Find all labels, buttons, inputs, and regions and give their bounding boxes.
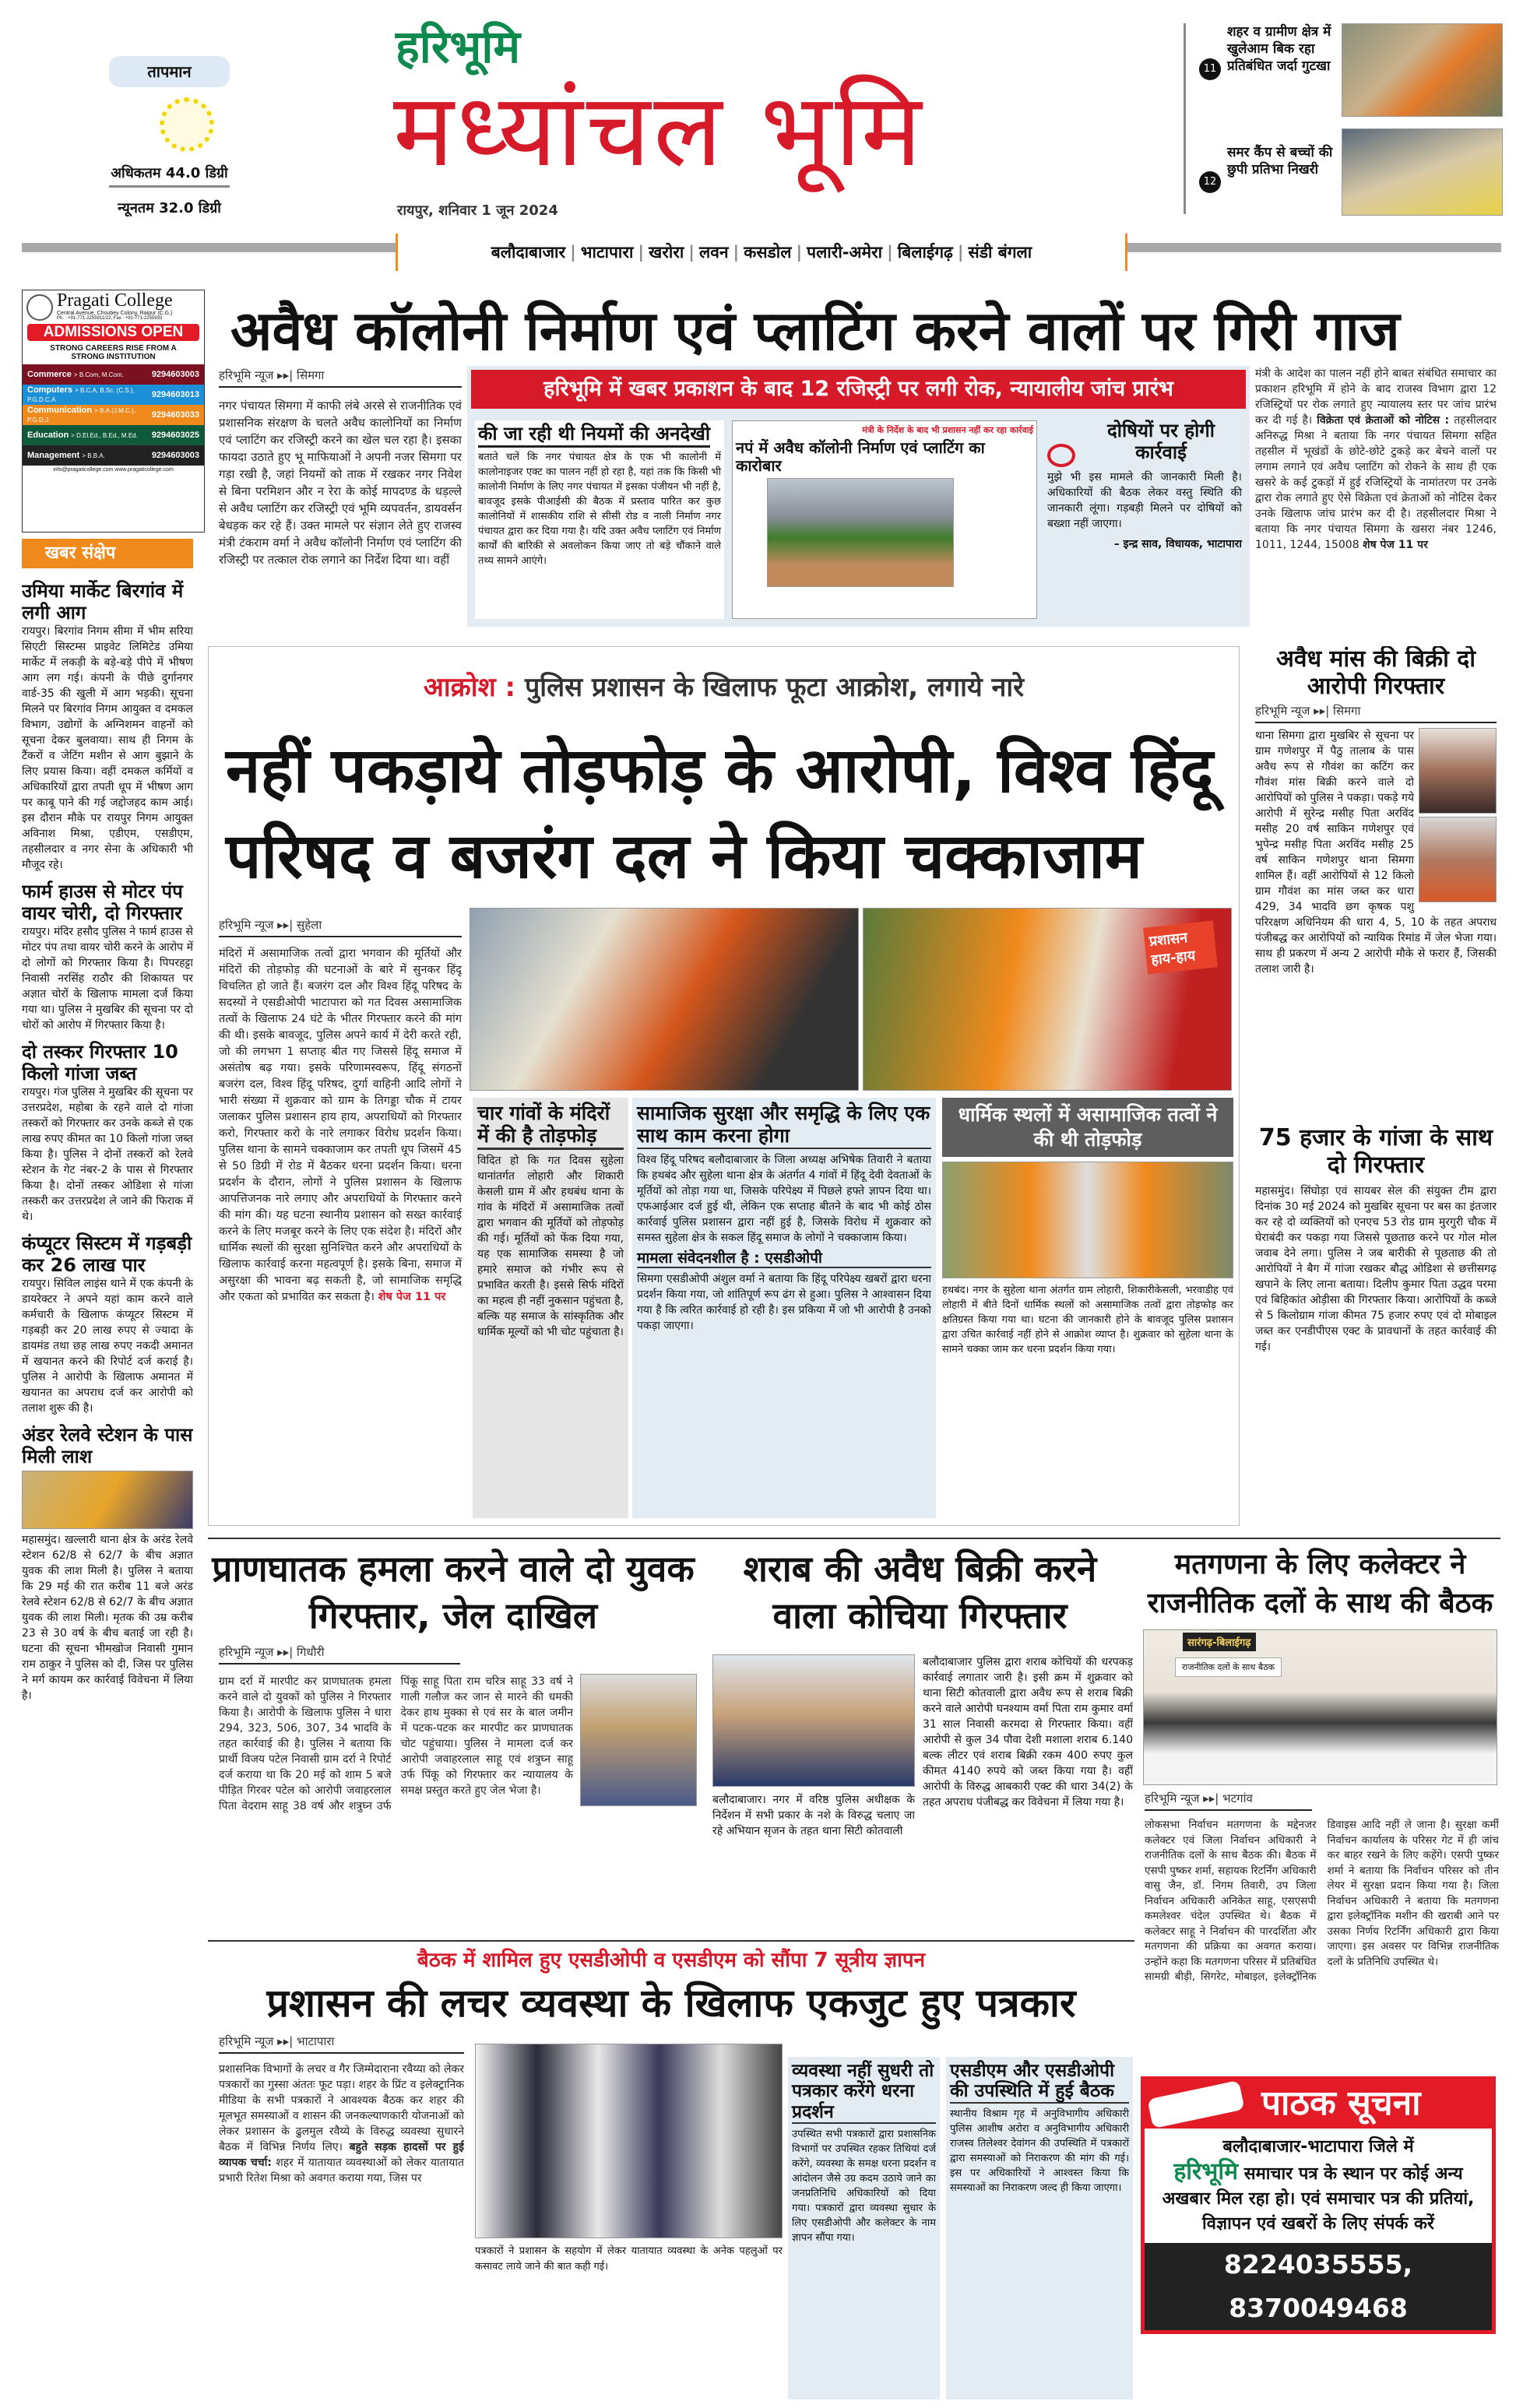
course-row bbox=[23, 425, 204, 445]
brand-logo: हरिभूमि bbox=[396, 20, 521, 73]
city-divider: | bbox=[957, 243, 964, 262]
course-detail: > B.A.(J.M.C.), P.G.D.J. bbox=[27, 407, 135, 424]
ad-contact: info@pragaticollege.com www.pragaticollege.com bbox=[53, 467, 174, 473]
meat-text: थाना सिमगा द्वारा मुखबिर से सूचना पर ग्राम गणेशपुर में पैठु तालाब के पास अवैध रूप से गौवंश का कटिंग कर गौवंश मांस बिक्री करने वाले दो आरोपियों को पुलिस ने पकड़ा। पकड़े गये आरोपी में सुरेन्द्र मसीह पिता अरविंद मसीह 20 वर्ष साकिन गणेशपुर एवं भुपेन्द्र मसीह पिता अरविंद मसीह 25 वर्ष साकिन गणेशपुर थाना सिमगा शामिल हैं। वहीं आरोपियों से 12 किलो ग्राम गौवंश का मांस जब्त कर धारा 429, 34 भादवि छग कृषक पशु परिरक्षण अधिनियम की धारा 4, 5, 10 के तहत अपराध पंजीबद्ध कर आरोपियों को न्यायिक रिमांड में जेल भेजा गया। साथ ही प्रकरण में अन्य 2 आरोपी मौके से फरार हैं, जिसकी तलाश जारी है। bbox=[1255, 729, 1497, 976]
city-link[interactable]: भाटापारा bbox=[580, 243, 634, 262]
continued-link[interactable]: शेष पेज 11 पर bbox=[378, 1291, 446, 1303]
city-link[interactable]: बिलाईगढ़ bbox=[897, 243, 953, 262]
notice-brand: हरिभूमि bbox=[1173, 2158, 1239, 2185]
course-name: Education bbox=[27, 431, 69, 440]
course-row bbox=[23, 445, 204, 466]
press-kicker: बैठक में शामिल हुए एसडीओपी व एसडीएम को सौंपा 7 सूत्रीय ज्ञापन bbox=[208, 1940, 1134, 1973]
quote-text: मुझे भी इस मामले की जानकारी मिली है। अधिकारियों की बैठक लेकर वस्तु स्थिति की जानकारी लूंगा। गड़बड़ी मिलने पर दोषियों को बख्शा नहीं जाएगा। bbox=[1047, 471, 1242, 531]
course-name: Communication bbox=[27, 406, 93, 415]
teaser-2[interactable] bbox=[1199, 128, 1503, 222]
protest-sign: प्रशासन हाय-हाय bbox=[1143, 920, 1218, 974]
college-name: Pragati College bbox=[57, 290, 173, 311]
box-subhead: मामला संवेदनशील है : एसडीओपी bbox=[637, 1250, 931, 1269]
box-text: विदित हो कि गत दिवस सुहेला थानांतर्गत लोहारी और शिकारी केसली ग्राम में और हथबंध थाना के गांव के मंदिरों में असामाजिक तत्वों द्वारा भगवान की मूर्तियों को तोड़फोड़ की गई। मूर्तियों को फेंक दिया गया, यह एक सामाजिक समस्या है जो हमारे समाज को गंभीर रूप से प्रभावित करती है। इससे सिर्फ मंदिरों का महत्व ही नहीं नुकसान पहुंचता है, बल्कि यह समाज के सांस्कृतिक और धार्मिक मूल्यों को भी चोट पहुंचाता है। bbox=[477, 1154, 624, 1338]
college-phone: Ph. : +91-771-2255911/22, Fax : +91-771-2255933 bbox=[57, 316, 163, 321]
notice-title: पाठक सूचना bbox=[1261, 2083, 1421, 2123]
sun-icon bbox=[160, 97, 214, 152]
notice-line-2: समाचार पत्र के स्थान पर कोई अन्य अखबार मिल रहा हो। एवं समाचार पत्र की प्रतियां, विज्ञापन एवं खबरों के लिए संपर्क करें bbox=[1162, 2164, 1475, 2234]
press-text: प्रशासनिक विभागों के लचर व गैर जिम्मेदाराना रवैय्या को लेकर पत्रकारों का गुस्सा अंततः फूट पड़ा। शहर के प्रिंट व इलेक्ट्रानिक मीडिया के सभी पत्रकारों ने आवश्यक बैठक कर शहर की मूलभूत समस्याओं व शासन की जनकल्याणकारी योजनाओं को लेकर प्रशासन के ढुलमुल रवैय्ये के विरुद्ध व्यवस्था सुधारने बैठक में विभिन्न निर्णय लिए। bbox=[219, 2063, 464, 2153]
newspaper-roll-icon bbox=[1147, 2080, 1244, 2129]
course-phone: 9294603025 bbox=[151, 431, 199, 440]
max-temp: अधिकतम 44.0 डिग्री bbox=[109, 163, 230, 188]
brief-title: फार्म हाउस से मोटर पंप वायर चोरी, दो गिरफ्तार bbox=[22, 881, 183, 924]
assault-text: ग्राम दर्रा में मारपीट कर प्राणघातक हमला करने वाले दो युवकों को पुलिस ने गिरफ्तार किया है। आरोपी के खिलाफ पुलिस ने धारा 294, 323, 506, 307, 34 भादवि के तहत कार्रवाई की है। पुलिस ने बताया कि प्रार्थी विजय पटेल निवासी ग्राम दर्रा ने रिपोर्ट दर्ज कराया था कि 20 मई को शाम 5 बजे पीड़ित गिरवर पटेल को आरोपी जवाहरलाल पिता वेदराम साहू 38 वर्ष और शत्रुघ्न उर्फ पिंकू साहू पिता राम चरित्र साहू 33 वर्ष ने गाली गलौज कर जान से मारने की धमकी देकर हाथ मुक्का से एवं सर के बाल जमीन में पटक-पटक कर मारपीट कर प्राणघातक चोट पहुंचाया। पुलिस ने मामला दर्ज कर आरोपी जवाहरलाल साहू एवं शत्रुघ्न साहू उर्फ पिंकू को गिरफ्तार कर न्यायालय के समक्ष प्रस्तुत करते हुए जेल भेजा है। bbox=[219, 1675, 573, 1812]
quote-author: – इन्द्र साव, विधायक, भाटापारा bbox=[1113, 538, 1242, 551]
brief-title: अंडर रेलवे स्टेशन के पास मिली लाश bbox=[22, 1424, 193, 1468]
counting-headline: मतगणना के लिए कलेक्टर ने राजनीतिक दलों के साथ की बैठक bbox=[1147, 1549, 1493, 1619]
city-divider: | bbox=[638, 243, 645, 262]
box-text-2: सिमगा एसडीओपी अंशुल वर्मा ने बताया कि हिंदू परिपेक्ष्य खबरों द्वारा धरना प्रदर्शन किया गया, जो शांतिपूर्ण रूप ढंग से हुआ। पुलिस ने आश्वासन दिया गया है कि त्वरित कार्रवाई हो रही है। इस प्रकिया में जो भी आरोपी है उनको पकड़ा जाएगा। bbox=[637, 1273, 931, 1333]
min-temp: न्यूनतम 32.0 डिग्री bbox=[118, 200, 221, 216]
protest-photo-1 bbox=[470, 908, 859, 1091]
admissions-banner: ADMISSIONS OPEN bbox=[27, 324, 199, 341]
second-headline: नहीं पकड़ाये तोड़फोड़ के आरोपी, विश्व हिंदू परिषद व बजरंग दल ने किया चक्काजाम bbox=[226, 734, 1214, 892]
course-detail: > B.Com, M.Com. bbox=[73, 371, 124, 378]
briefs-column bbox=[22, 572, 193, 2394]
weather-label: तापमान bbox=[109, 56, 230, 87]
accused-photo-2 bbox=[1419, 817, 1497, 902]
photo-sign: सारंगढ़-बिलाईगढ़ bbox=[1183, 1633, 1256, 1651]
box-title: व्यवस्था नहीं सुधरी तो पत्रकार करेंगे धरना प्रदर्शन bbox=[792, 2061, 936, 2124]
journalists-photo bbox=[475, 2044, 783, 2238]
byline: हरिभूमि न्यूज ▸▸| सुहेला bbox=[219, 917, 462, 937]
box-text: विश्व हिंदू परिषद बलौदाबाजार के जिला अध्यक्ष अभिषेक तिवारी ने बताया कि हथबंद और सुहेला थाना क्षेत्र के अंतर्गत 4 गांवों में हिंदू देवी देवताओं के मूर्तियों को तोड़ा गया था, जिसके परिपेक्ष्य में पिछले हफ्ते ज्ञापन दिया था। एफआईआर दर्ज हुई थी, लेकिन एक सप्ताह बीतने के बाद भी कोई ठोस कार्रवाई पुलिस प्रशासन द्वारा नहीं हुई है, जिसके विरोध में शुक्रवार को समस्त सुहेला क्षेत्र के सकल हिंदू समाज के लोगों ने चक्काजाम किया। bbox=[637, 1153, 931, 1244]
course-name: Management bbox=[27, 451, 80, 460]
press-text-2: शहर में यातायात व्यवस्थाओं को लेकर यातायात प्रभारी रितेश मिश्रा को अवगत कराया गया, जिस पर bbox=[219, 2157, 464, 2185]
ganja-headline: 75 हजार के गांजा के साथ दो गिरफ्तार bbox=[1258, 1125, 1493, 1179]
second-body: मंदिरों में असामाजिक तत्वों द्वारा भगवान की मूर्तियों और मंदिरों की तोड़फोड़ की घटनाओं के बारे में सुनकर हिंदू विचलित हो जाते हैं। बजरंग दल और विश्व हिंदू परिषद के सदस्यों ने एसडीओपी भाटापारा को गत दिवस असामाजिक तत्वों के खिलाफ 24 घंटे के भीतर गिरफ्तार करने की मांग की थी। इसके बावजूद, पुलिस अपने कार्य में देरी करते रही, जो की लगभग 1 सप्ताह बीत गए जिससे हिंदू समाज में असंतोष बढ़ गया। इसके परिणामस्वरूप, हिंदू संगठनों बजरंग दल, विश्व हिंदू परिषद, दुर्गा वाहिनी आदि लोगों ने भारी संख्या में शुक्रवार को ग्राम के तिगड्डा चौक में टायर जलाकर पुलिस प्रशासन हाय हाय, अपराधियों को गिरफ्तार करो, गिरफ्तार करो के नारे लगाकर विरोध प्रदर्शन किया। पुलिस थाना के सामने चक्काजाम कर तपती धूप जिसमें 45 से 50 डिग्री में रोड में बैठकर धरना प्रदर्शन किया। धरना प्रदर्शन के दौरान, लोगों ने पुलिस प्रशासन के खिलाफ आपत्तिजनक नारे लगाए और अपराधियों के गिरफ्तार करने की मांग की। यह घटना स्थानीय प्रशासन को सख्त कार्रवाई करने के लिए मजबूर करने के लिए एक संदेश है। मंदिरों और धार्मिक स्थलों की सुरक्षा सुनिश्चित करने और अपराधियों के खिलाफ कार्रवाई करना महत्वपूर्ण है। इसके बिना, समाज में असुरक्षा की भावना बढ़ सकती है, जो सामाजिक समृद्धि और एकता को प्रभावित कर सकता है। bbox=[219, 947, 462, 1303]
box-title: की जा रही थी नियमों की अनदेखी bbox=[478, 424, 710, 448]
city-divider: | bbox=[796, 243, 803, 262]
protest-photo-2 bbox=[863, 908, 1232, 1091]
course-detail: > D.El.Ed., B.Ed., M.Ed. bbox=[71, 432, 138, 439]
brief-title: कंप्यूटर सिस्टम में गड़बड़ी कर 26 लाख पार bbox=[22, 1232, 192, 1276]
subhead: विक्रेता एवं क्रेताओं को नोटिस : bbox=[1317, 414, 1450, 427]
liquor-text-2: बलौदाबाजार। नगर में वरिष्ठ पुलिस अधीक्षक के निर्देशन में सभी प्रकार के नशे के विरुद्ध चलाए जा रहे अभियान सृजन के तहत थाना सिटी कोतवाली bbox=[712, 1794, 915, 1837]
meat-headline: अवैध मांस की बिक्री दो आरोपी गिरफ्तार bbox=[1275, 646, 1476, 700]
city-link[interactable]: कसडोल bbox=[744, 243, 792, 262]
brief-text: महासमुंद। खल्लारी थाना क्षेत्र के अरंड रेलवे स्टेशन 62/8 से 62/7 के बीच अज्ञात युवक की लाश मिली है। पुलिस ने बताया कि 29 मई की रात करीब 11 बजे अरंड रेलवे स्टेशन 62/8 से 62/7 के बीच अज्ञात युवक की लाश मिली। मृतक की उम्र करीब 23 से 30 वर्ष के बीच बताई जा रही है। घटना की सूचना भीमखोज निवासी गुमान राम ठाकुर ने पुलिस को दी, जिस पर पुलिस ने मर्ग कायम कर कार्रवाई विवेचना में लिया है। bbox=[22, 1534, 193, 1702]
liquor-headline: शराब की अवैध बिक्री करने वाला कोचिया गिरफ्तार bbox=[743, 1548, 1097, 1636]
page-badge: 11 bbox=[1199, 58, 1221, 80]
meeting-photo bbox=[1143, 1629, 1497, 1785]
brief-item bbox=[22, 1041, 193, 1225]
brief-item bbox=[22, 1232, 193, 1416]
city-divider: | bbox=[733, 243, 740, 262]
protesters-photo bbox=[942, 1162, 1233, 1278]
press-subhead: बहुते सड़क हादसों पर हुई व्यापक चर्चा: bbox=[219, 2141, 464, 2169]
byline: हरिभूमि न्यूज ▸▸| भाटापारा bbox=[219, 2034, 464, 2054]
box-text: बताते चलें कि नगर पंचायत क्षेत्र के एक भी कालोनी में कालोनाइजर एक्ट का पालन नहीं हो रहा है, यहां तक कि किसी भी कालोनी निर्माण के लिए नगर पंचायत में इसका पंजीयन भी नहीं है, बावजूद इसके पीआईसी की बैठक में प्रस्ताव पारित कर कुछ कालोनियों में शासकीय राशि से सीसी रोड व नाली निर्माण नगर पंचायत द्वारा कर दिया गया है। यदि उक्त अवैध प्लाटिंग एवं निर्माण कार्यों की बारिकी से अवलोकन किया जाए तो बड़े चौंकाने वाले तथ्य सामने आएंगे। bbox=[478, 451, 721, 567]
brief-text: रायपुर। सिविल लाइंस थाने में एक कंपनी के डायरेक्टर ने अपने यहां काम करने वाले कर्मचारी के खिलाफ कंप्यूटर सिस्टम में गड़बड़ी कर 20 लाख रुपए से ज्यादा के डायमंड तथा छह लाख रुपए नकदी अमानत में खयानत करने की रिपोर्ट दर्ज कराई है। पुलिस ने आरोपी के खिलाफ अमानत में खयानत का अपराध दर्ज कर आरोपी को तलाश शुरू की है। bbox=[22, 1278, 193, 1415]
course-detail: > B.C.A, B.Sc. (C.S.), P.G.D.C.A bbox=[27, 387, 135, 403]
teaser-text: समर कैंप से बच्चों की छुपी प्रतिभा निखरी bbox=[1227, 145, 1333, 178]
kicker-label: आक्रोश : bbox=[423, 672, 516, 703]
lead-body: नगर पंचायत सिमगा में काफी लंबे अरसे से राजनीतिक एवं प्रशासनिक संरक्षण के चलते अवैध कालोनियों का निर्माण एवं प्लाटिंग कर रजिस्ट्री करने का खेल चल रहा है। इसका फायदा उठाते हुए भू माफियाओं ने अपनी नजर सिमगा पर गड़ा रखी है, जहां नियमों को ताक में रखकर नगर निवेश से बिना परमिशन और न रेरा के कोई मापदण्ड के धड़ल्ले से अवैध प्लाटिंग कर रजिस्ट्री एवं भूमि व्यपवर्तन, डायवर्सन बेधड़क कर रहे हैं। उक्त मामले पर संज्ञान लेते हुए राजस्व मंत्री टंकराम वर्मा ने अवैध कॉलोनी निर्माण एवं प्लाटिंग की रजिस्ट्री पर तत्काल रोक लगाने का निर्देश दिया था। वहीं bbox=[219, 399, 462, 567]
ganja-text: महासमुंद। सिंघोड़ा एवं सायबर सेल की संयुक्त टीम द्वारा दिनांक 30 मई 2024 को मुखबिर सूचना पर बस का इंतजार कर रहे दो व्यक्तियों को एनएच 53 रोड ग्राम मुरगुरी चौक में घेराबंदी कर पकड़ा गया जिससे पूछताछ करने पर गोल मोल जवाब देने लगा। पुलिस ने जब बारीकी से पूछताछ की तो आरोपियों ने बैग में गांजा रखकर बौद्ध ओडिशा से छत्तीसगढ़ खपाने के लिए लाना बताया। दिलीप कुमार पिता उद्धव परमा एवं बिहिकांत ओड़ीसा की गिरफ्तार किया। आरोपियों के कब्जे से 5 किलोग्राम गांजा कीमत 75 हजार रुपए एवं दो मोबाइल जब्त कर एनडीपीएस एक्ट के प्रावधानों के तहत कार्रवाई की गई। bbox=[1255, 1185, 1497, 1353]
course-phone: 9294603033 bbox=[151, 410, 199, 420]
briefs-label: खबर संक्षेप bbox=[22, 539, 193, 568]
byline: हरिभूमि न्यूज ▸▸| गिधौरी bbox=[219, 1644, 460, 1665]
brief-title: दो तस्कर गिरफ्तार 10 किलो गांजा जब्त bbox=[22, 1041, 178, 1084]
course-row bbox=[23, 364, 204, 385]
newspaper-clipping bbox=[732, 420, 1037, 619]
clip-title: नपं में अवैध कॉलोनी निर्माण एवं प्लाटिंग का कारोबार bbox=[736, 438, 985, 475]
course-name: Computers bbox=[27, 385, 73, 395]
byline: हरिभूमि न्यूज ▸▸| सिमगा bbox=[219, 367, 462, 388]
kicker-text: पुलिस प्रशासन के खिलाफ फूटा आक्रोश, लगाये नारे bbox=[524, 672, 1025, 703]
photo-caption: पत्रकारों ने प्रशासन के सहयोग में लेकर यातायात व्यवस्था के अनेक पहलुओं पर कसावट लाये जाने की बात कही गई। bbox=[475, 2245, 783, 2273]
page-badge: 12 bbox=[1199, 171, 1221, 193]
accused-photo-1 bbox=[1419, 728, 1497, 814]
box-title: चार गांवों के मंदिरों में की है तोड़फोड़ bbox=[477, 1102, 624, 1150]
byline: हरिभूमि न्यूज ▸▸| भटगांव bbox=[1145, 1791, 1312, 1811]
college-address: Central Avenue, Choubey Colony, Raipur (C.G.) bbox=[57, 311, 173, 316]
box-text: उपस्थित सभी पत्रकारों द्वारा प्रशासनिक विभागों पर उपस्थित रहकर तिथियां दर्ज करेंगे, व्यवस्था के समक्ष धरना प्रदर्शन व आंदोलन जैसे उग्र कदम उठाये जाने का जनप्रतिनिधि अधिकारियों को दिया गया। पत्रकारों द्वारा व्यवस्था सुधार के लिए एसडीओपी और कलेक्टर के नाम ज्ञापन सौंपा गया। bbox=[792, 2129, 936, 2245]
city-divider: | bbox=[570, 243, 576, 262]
box-title: एसडीएम और एसडीओपी की उपस्थिति में हुई बैठक bbox=[950, 2061, 1129, 2104]
brief-item bbox=[22, 881, 193, 1033]
brief-photo-body bbox=[22, 1471, 193, 1529]
liquor-text: बलौदाबाजार पुलिस द्वारा शराब कोचियों की धरपकड़ कार्रवाई लगातार जारी है। इसी क्रम में शुक्रवार को थाना सिटी कोतवाली द्वारा अवैध रूप से शराब बिक्री करने वाले आरोपी घनश्याम वर्मा पिता राम कुमार वर्मा 31 साल निवासी करमदा से गिरफ्तार किया। वहीं आरोपी से कुल 34 पौवा देशी मशाला शराब 6.140 बल्क लीटर एवं शराब बिक्री रकम 400 रुपए कुल कीमत 4140 रुपये को जब्त किया गया है। वहीं आरोपी के विरुद्ध आबकारी एक्ट की धारा 34(2) के तहत अपराध पंजीबद्ध कर विवेचना में लिया गया है। bbox=[923, 1656, 1133, 1809]
dateline: रायपुर, शनिवार 1 जून 2024 bbox=[397, 202, 558, 219]
lead-banner: हरिभूमि में खबर प्रकाशन के बाद 12 रजिस्ट्री पर लगी रोक, न्यायालीय जांच प्रारंभ bbox=[471, 370, 1246, 409]
arrest-photo bbox=[580, 1674, 697, 1806]
brief-item bbox=[22, 580, 193, 873]
box-title: सामाजिक सुरक्षा और समृद्धि के लिए एक साथ काम करना होगा bbox=[637, 1102, 931, 1149]
box-text: हथबंद। नगर के सुहेला थाना अंतर्गत ग्राम लोहारी, शिकारीकेसली, भरवाडीह एवं लोहारी में बीते दिनों धार्मिक स्थलों को असामाजिक तत्वों द्वारा तोड़फोड़ कर क्षतिग्रस्त किया गया था। घटना की जानकारी होने के बावजूद पुलिस प्रशासन द्वारा उचित कार्रवाई नहीं होने से आक्रोश व्याप्त है। शुक्रवार को सुहेला थाना के सामने चक्का जाम कर धरना प्रदर्शन किया गया। bbox=[942, 1285, 1233, 1355]
course-row bbox=[23, 385, 204, 405]
notice-phones: 8224035555, 8370049468 bbox=[1145, 2243, 1492, 2330]
press-headline: प्रशासन की लचर व्यवस्था के खिलाफ एकजुट हुए पत्रकार bbox=[266, 1981, 1076, 2026]
city-link[interactable]: संडी बंगला bbox=[968, 243, 1032, 262]
city-link[interactable]: बलौदाबाजार bbox=[491, 243, 566, 262]
lead-right-text-2: तहसीलदार अनिरुद्ध मिश्रा ने बताया कि नगर पंचायत सिमगा सहित तहसील में भूखंडों के छोटे-छोटे टुकड़े कर बेचने वालों पर लगाम लगाने एवं अवैध प्लाटिंग को रोकने के साथ ही एक खसरे के कई टुकड़ों में हुई रजिस्ट्रियों के नामांतरण पर उनके द्वारा रोक लगाते हुए ऐसे विक्रेता एवं क्रेताओं को नोटिस देकर उनके खिलाफ जांच प्रारंभ कर दी है। तहसीलदार मिश्रा ने बताया कि नगर पंचायत सिमगा के खसरा नंबर 1246, 1011, 1244, 15008 bbox=[1255, 414, 1497, 551]
reader-notice bbox=[1141, 2076, 1496, 2334]
city-link[interactable]: खरोरा bbox=[649, 243, 684, 262]
course-name: Commerce bbox=[27, 370, 72, 379]
box-text: स्थानीय विश्राम गृह में अनुविभागीय अधिकारी पुलिस आशीष अरोरा व अनुविभागीय अधिकारी राजस्व तिलेश्वर देवांगन की उपस्थिति में पत्रकारों द्वारा समस्याओं को निराकरण की मांग की गई। इस पर अधिकारियों ने आश्वस्त किया कि समस्याओं का निराकरण जल्द ही किया जाएगा। bbox=[950, 2107, 1129, 2194]
byline: हरिभूमि न्यूज ▸▸| सिमगा bbox=[1255, 703, 1497, 723]
ad-tagline: STRONG CAREERS RISE FROM A STRONG INSTITUTION bbox=[50, 344, 177, 361]
brief-item bbox=[22, 1424, 193, 1703]
notice-line-1: बलौदाबाजार-भाटापारा जिले में bbox=[1222, 2137, 1414, 2157]
speech-bubble-icon bbox=[1047, 444, 1075, 467]
teaser-photo bbox=[1342, 128, 1503, 216]
brief-text: रायपुर। गंज पुलिस ने मुखबिर की सूचना पर उत्तरप्रदेश, महोबा के रहने वाले दो गांजा तस्करों को गिरफ्तार कर उनके कब्जे से एक लाख रुपए कीमत का 10 किलो गांजा जब्त किया है। पुलिस ने दोनों तस्करों को रेलवे स्टेशन के गेट नंबर-2 के पास से गिरफ्तार किया है। दोनों तस्कर ओडिशा से गांजा तस्करी कर उत्तरप्रदेश ले जाने की फिराक में थे। bbox=[22, 1086, 193, 1223]
city-link[interactable]: पलारी-अमेरा bbox=[807, 243, 883, 262]
liquor-arrest-photo bbox=[712, 1654, 915, 1787]
lead-headline: अवैध कॉलोनी निर्माण एवं प्लाटिंग करने वालों पर गिरी गाज bbox=[230, 299, 1400, 363]
photo-banner: राजनीतिक दलों के साथ बैठक bbox=[1175, 1657, 1282, 1677]
course-row bbox=[23, 405, 204, 425]
continued-link[interactable]: शेष पेज 11 पर bbox=[1363, 539, 1428, 551]
city-strip bbox=[396, 234, 1127, 271]
box-title: धार्मिक स्थलों में असामाजिक तत्वों ने की थी तोड़फोड़ bbox=[942, 1098, 1233, 1157]
course-phone: 9294603003 bbox=[151, 451, 199, 460]
college-seal-icon bbox=[26, 294, 53, 321]
teaser-photo bbox=[1342, 23, 1503, 117]
brief-title: उमिया मार्केट बिरगांव में लगी आग bbox=[22, 580, 184, 624]
quote-title: दोषियों पर होगी कार्रवाई bbox=[1106, 420, 1215, 463]
city-divider: | bbox=[688, 243, 695, 262]
lead-right-text: मंत्री के आदेश का पालन नहीं होने बाबत संबंधित समाचार का प्रकाशन हरिभूमि में होने के बाद राजस्व विभाग द्वारा 12 रजिस्ट्रियों पर रोक लगाते हुए न्यायालय स्तर पर जांच प्रारंभ कर दी गई है। bbox=[1255, 367, 1497, 427]
counting-text: लोकसभा निर्वाचन मतगणना के मद्देनजर कलेक्टर एवं जिला निर्वाचन अधिकारी ने राजनीतिक दलों के साथ बैठक की। बैठक में एसपी पुष्कर शर्मा, सहायक रिटर्निंग अधिकारी वासु जैन, डॉ. निगम तिवारी, उप जिला निर्वाचन अधिकारी अनिकेत साहू, एसएसपी कमलेश्वर चंदेल उपस्थित थे। बैठक में कलेक्टर साहू ने निर्वाचन की पारदर्शिता और मतगणना की प्रक्रिया का अवगत कराया। उन्होंने कहा कि मतगणना परिसर में प्रतिबंधित सामग्री बीड़ी, सिगरेट, मोबाइल, इलेक्ट्रॉनिक डिवाइस आदि नहीं ले जाना है। सुरक्षा कर्मी निर्वाचन कार्यालय के परिसर गेट में ही जांच कर बाहर रखने के लिए कहेंगे। एसपी पुष्कर शर्मा ने बताया कि निर्वाचन परिसर को तीन लेयर में सुरक्षा प्रदान किया गया है। जिला निर्वाचन अधिकारी ने बताया कि मतगणना द्वारा इलेक्ट्रॉनिक मशीन की खराबी आने पर उसका निर्णय रिटर्निंग अधिकारी द्वारा किया जाएगा। इस अवसर पर विभिन्न राजनीतिक दलों के प्रतिनिधि उपस्थित थे। bbox=[1145, 1819, 1499, 1983]
college-ad[interactable] bbox=[22, 290, 205, 533]
course-phone: 9294603013 bbox=[151, 390, 199, 399]
newspaper-title: मध्यांचल भूमि bbox=[393, 71, 925, 189]
city-link[interactable]: लवन bbox=[698, 243, 729, 262]
assault-headline: प्राणघातक हमला करने वाले दो युवक गिरफ्तार, जेल दाखिल bbox=[212, 1548, 695, 1636]
clip-photo bbox=[767, 478, 954, 587]
course-phone: 9294603003 bbox=[151, 370, 199, 379]
brief-text: रायपुर। मंदिर हसौद पुलिस ने फार्म हाउस से मोटर पंप तथा वायर चोरी करने के आरोप में दो लोगों को गिरफ्तार किया है। पिपरहट्टा निवासी नरसिंह राठौर की शिकायत पर अज्ञात चोरों के खिलाफ मामला दर्ज किया गया था। पुलिस ने मुखबिर की सूचना पर दो चोरों को आरोप में गिरफ्तार किया है। bbox=[22, 926, 193, 1032]
clip-kicker: मंत्री के निर्देश के बाद भी प्रशासन नहीं कर रहा कार्रवाई bbox=[862, 425, 1033, 435]
teaser-text: शहर व ग्रामीण क्षेत्र में खुलेआम बिक रहा प्रतिबंधित जर्दा गुटखा bbox=[1227, 24, 1331, 74]
course-detail: > B.B.A. bbox=[82, 452, 105, 459]
teaser-1[interactable] bbox=[1199, 23, 1503, 117]
city-divider: | bbox=[887, 243, 893, 262]
brief-text: रायपुर। बिरगांव निगम सीमा में भीम सरिया सिएटी सिस्टम्स प्राइवेट लिमिटेड उमिया मार्केट में लकड़ी के बड़े-बड़े पीपे में भीषण आग लग गई। कंपनी के पीछे दुर्गानगर वार्ड-35 की खुली में आग भड़की। सूचना मिलने पर बिरगांव निगम आयुक्त व दमकल विभाग, उद्योगों के अग्निशमन वाहनों को सूचना देकर बुलवाया। साथ ही निगम के टैंकरों व जेटिंग मशीन से आग बुझाने के लिए प्रयास किया। वहीं दमकल कर्मियों व अधिकारियों द्वारा तपती धूप में भीषण आग पर काबू पाने की गई जद्दोजहद काम आई। इस दौरान मौके पर रायपुर निगम आयुक्त अविनाश मिश्रा, एडीएम, एसडीएम, तहसीलदार व नगर सेना के अधिकारी भी मौजूद रहे। bbox=[22, 625, 193, 871]
